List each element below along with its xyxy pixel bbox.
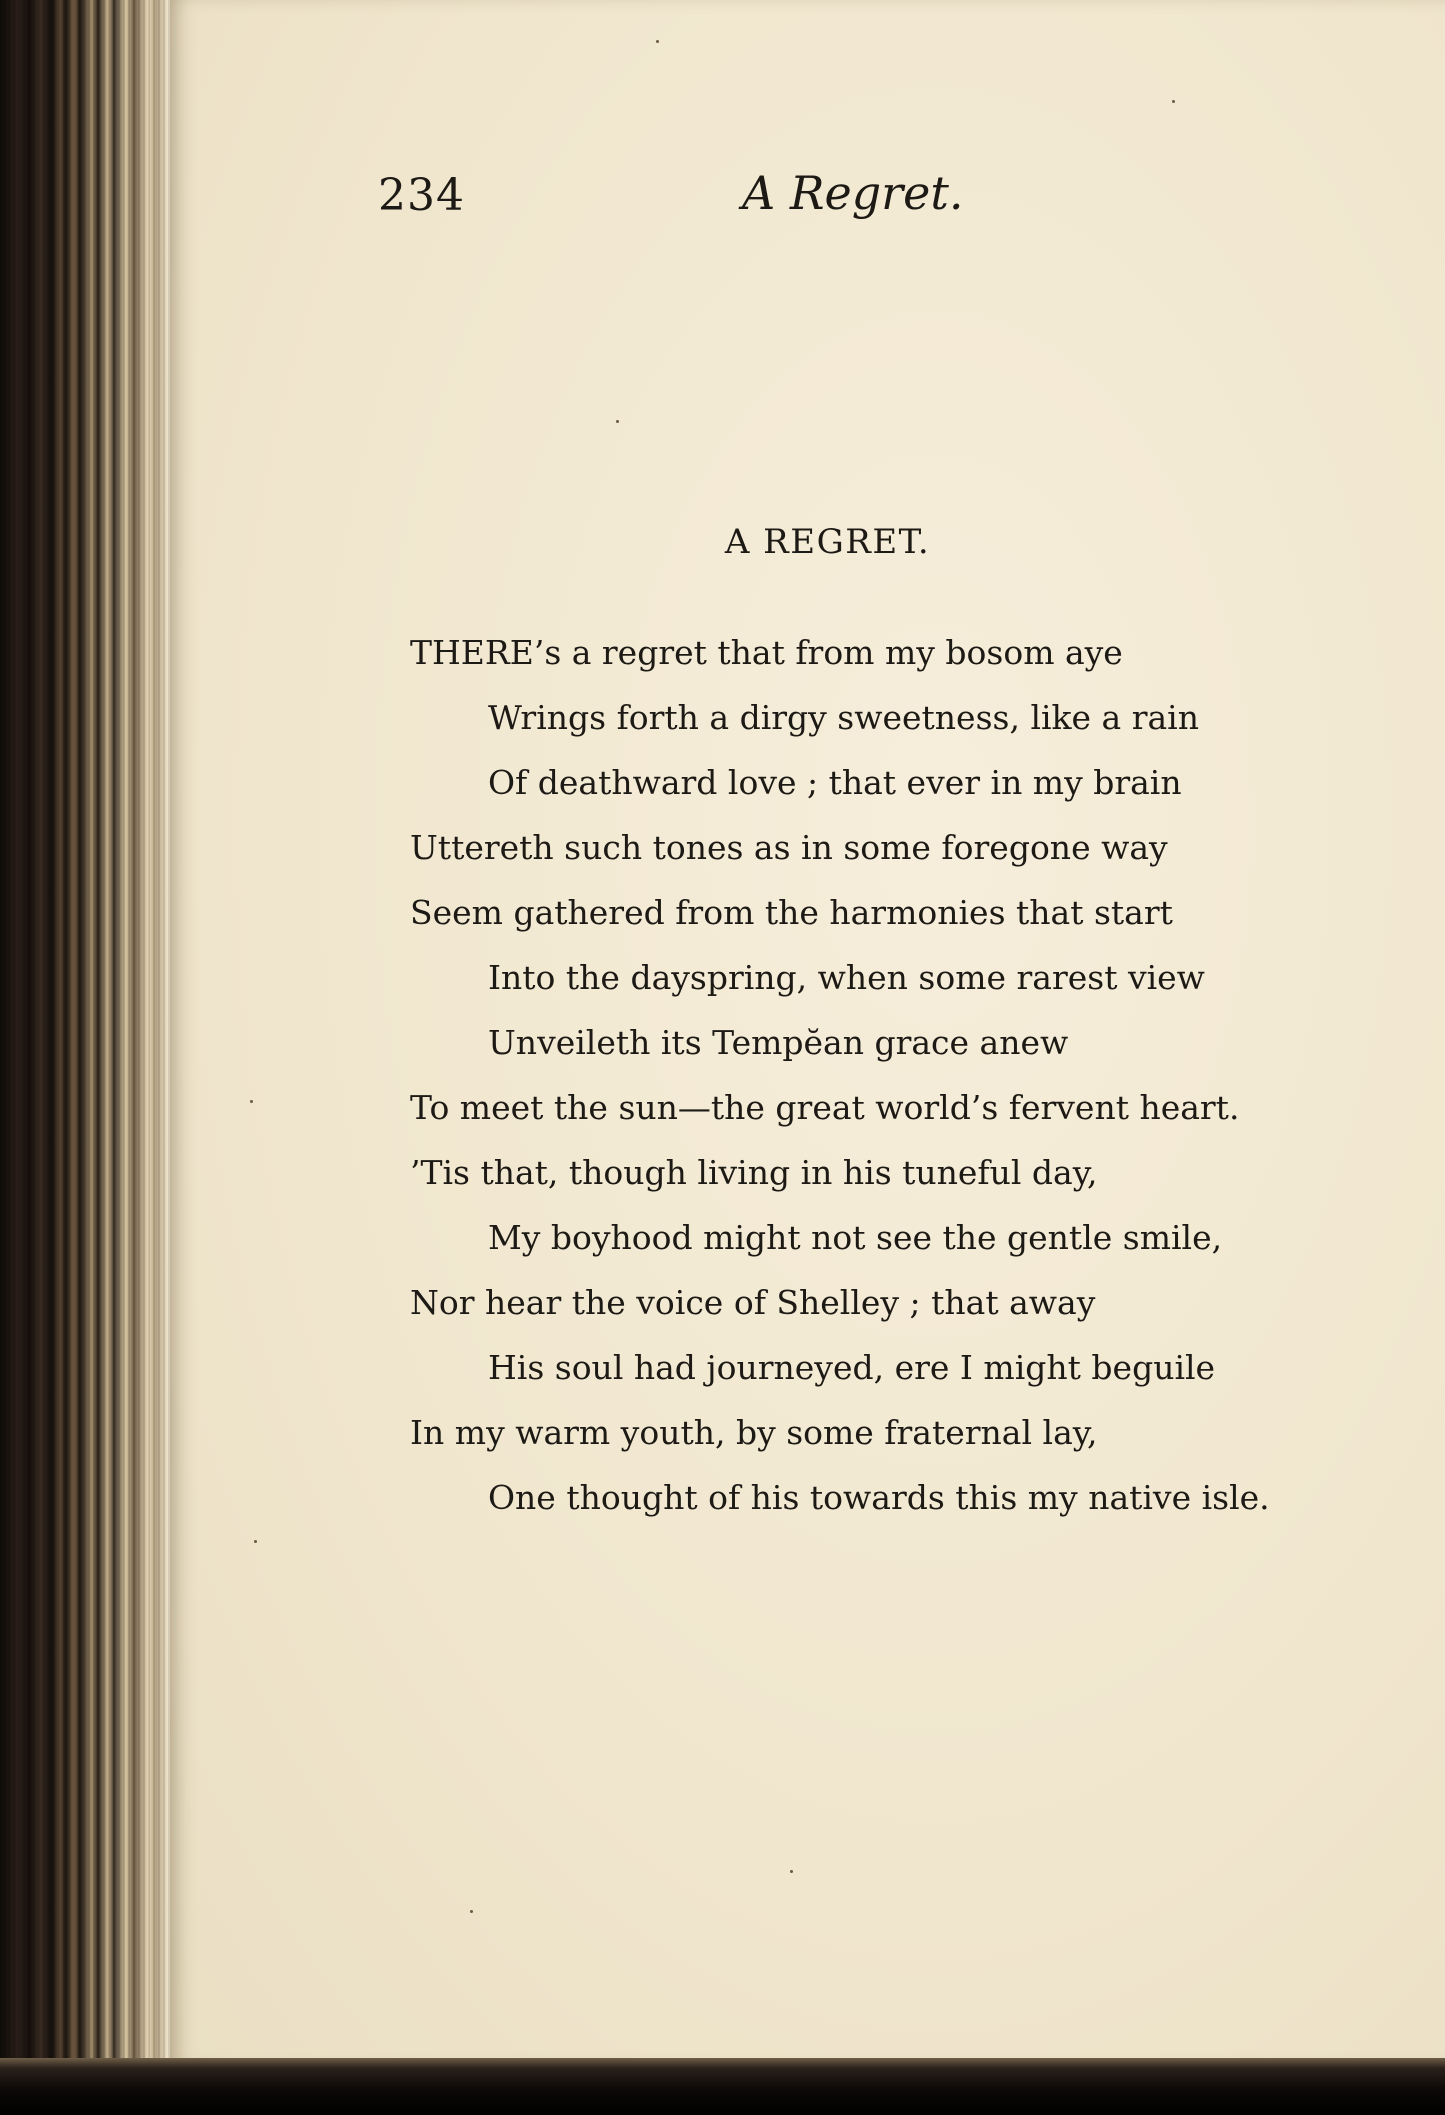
poem-line: My boyhood might not see the gentle smile, — [488, 1218, 1223, 1257]
paper-speck — [656, 40, 659, 43]
poem-line: One thought of his towards this my native isle. — [488, 1478, 1270, 1517]
poem-title: A REGRET. — [724, 522, 931, 562]
paper-speck — [250, 1100, 253, 1103]
poem-line-text: ’s a regret that from my bosom aye — [533, 633, 1123, 672]
poem-line: To meet the sun—the great world’s fervent heart. — [410, 1088, 1240, 1127]
paper-speck — [470, 1910, 473, 1913]
poem-line: Into the dayspring, when some rarest view — [488, 958, 1205, 997]
poem-body — [410, 620, 1420, 1530]
poem-line: Seem gathered from the harmonies that start — [410, 893, 1173, 932]
poem-line: In my warm youth, by some fraternal lay, — [410, 1413, 1098, 1452]
poem-line: His soul had journeyed, ere I might beguile — [488, 1348, 1216, 1387]
paper-speck — [790, 1870, 793, 1873]
poem-line: Of deathward love ; that ever in my brain — [488, 763, 1182, 802]
book-page — [170, 0, 1445, 2065]
paper-speck — [254, 1540, 257, 1543]
poem-line: Nor hear the voice of Shelley ; that away — [410, 1283, 1096, 1322]
running-head — [170, 166, 1445, 240]
running-title: A Regret. — [742, 166, 964, 220]
poem-line: Wrings forth a dirgy sweetness, like a rain — [488, 698, 1199, 737]
paper-speck — [1172, 100, 1175, 103]
poem-first-word: THERE — [410, 633, 534, 672]
poem-line: Unveileth its Tempĕan grace anew — [488, 1023, 1069, 1062]
paper-speck — [616, 420, 619, 423]
poem-line: ’Tis that, though living in his tuneful day, — [410, 1153, 1098, 1192]
page-edges — [0, 0, 175, 2115]
poem-line: Uttereth such tones as in some foregone way — [410, 828, 1168, 867]
bottom-shadow — [0, 2058, 1445, 2115]
page-number: 234 — [378, 170, 465, 221]
poem-line — [410, 620, 1420, 685]
